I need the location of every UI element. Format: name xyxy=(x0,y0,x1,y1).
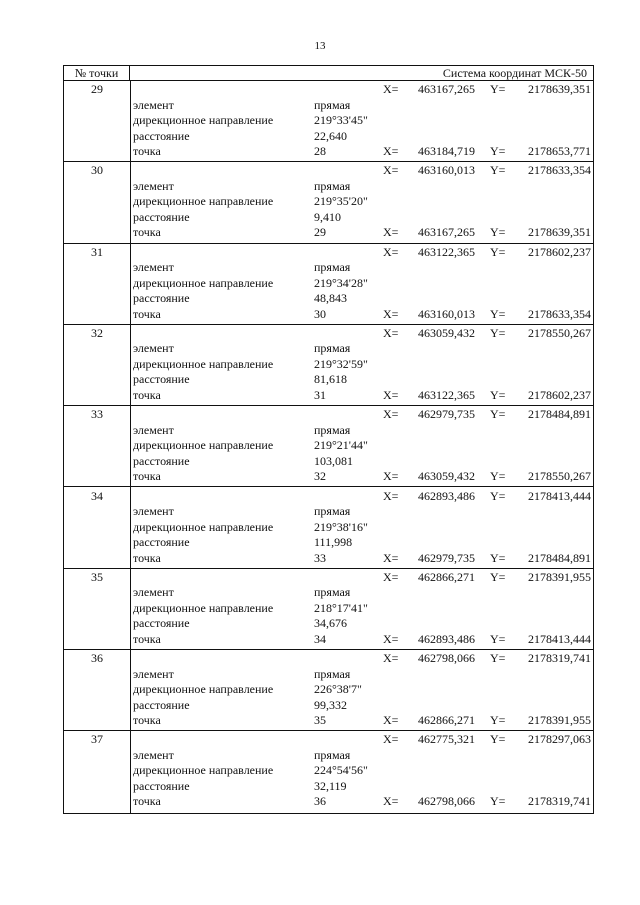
element-label: элемент xyxy=(133,178,174,193)
point-block xyxy=(64,731,593,812)
next-point-number: 31 xyxy=(314,387,326,402)
distance-row xyxy=(131,778,593,794)
y-label: Y= xyxy=(490,225,506,240)
element-value: прямая xyxy=(314,504,351,518)
direction-row xyxy=(131,356,593,372)
y-label: Y= xyxy=(490,306,506,321)
distance-label: расстояние xyxy=(133,291,190,306)
y-label: Y= xyxy=(490,794,506,809)
next-x-value: 462893,486 xyxy=(418,631,475,646)
distance-row xyxy=(131,697,593,713)
x-value: 462893,486 xyxy=(418,488,475,503)
distance-label: расстояние xyxy=(133,453,190,468)
x-label: X= xyxy=(383,163,399,178)
element-value: прямая xyxy=(314,666,351,681)
distance-label: расстояние xyxy=(133,372,190,387)
next-x-value: 463167,265 xyxy=(418,225,475,240)
distance-value: 22,640 xyxy=(314,128,347,143)
x-label: X= xyxy=(383,732,399,747)
next-y-value: 2178633,354 xyxy=(528,306,591,321)
point-label: точка xyxy=(133,387,161,402)
distance-row xyxy=(131,534,593,550)
distance-value: 111,998 xyxy=(314,535,353,549)
y-label: Y= xyxy=(490,550,506,565)
point-block xyxy=(64,650,593,731)
next-point-row xyxy=(131,143,593,159)
direction-row xyxy=(131,437,593,453)
next-y-value: 2178484,891 xyxy=(528,550,591,565)
element-value: прямая xyxy=(314,260,351,275)
distance-row xyxy=(131,371,593,387)
table-header xyxy=(64,66,593,81)
element-row xyxy=(131,340,593,356)
y-label: Y= xyxy=(490,569,506,584)
element-label: элемент xyxy=(133,747,174,762)
next-y-value: 2178602,237 xyxy=(528,387,591,402)
direction-row xyxy=(131,519,593,535)
y-label: Y= xyxy=(490,163,506,178)
point-number: 35 xyxy=(91,569,103,584)
element-value: прямая xyxy=(314,178,351,193)
element-label: элемент xyxy=(133,97,174,112)
coordinates-table xyxy=(63,65,594,814)
element-value: прямая xyxy=(314,422,351,437)
point-coordinates-row xyxy=(131,569,593,585)
direction-label: дирекционное направление xyxy=(133,438,274,453)
x-value: 463059,432 xyxy=(418,325,475,340)
next-y-value: 2178413,444 xyxy=(528,631,591,646)
element-value: прямая xyxy=(314,747,351,762)
distance-value: 48,843 xyxy=(314,291,347,306)
direction-label: дирекционное направление xyxy=(133,682,274,697)
next-x-value: 463184,719 xyxy=(418,144,475,158)
direction-value: 219°34'28" xyxy=(314,275,368,290)
page-number: 13 xyxy=(314,40,326,52)
next-point-row xyxy=(131,306,593,322)
y-value: 2178639,351 xyxy=(528,82,591,96)
direction-value: 224°54'56" xyxy=(314,763,368,778)
next-x-value: 463059,432 xyxy=(418,469,475,484)
x-label: X= xyxy=(383,469,399,484)
y-label: Y= xyxy=(490,244,506,259)
point-label: точка xyxy=(133,550,161,565)
direction-label: дирекционное направление xyxy=(133,600,274,615)
x-label: X= xyxy=(383,713,399,728)
point-coordinates-row xyxy=(131,244,593,260)
x-label: X= xyxy=(383,325,399,340)
point-block xyxy=(64,244,593,325)
x-label: X= xyxy=(383,144,399,158)
point-block xyxy=(64,488,593,569)
distance-label: расстояние xyxy=(133,697,190,712)
x-label: X= xyxy=(383,407,399,422)
y-label: Y= xyxy=(490,732,506,747)
x-label: X= xyxy=(383,631,399,646)
point-coordinates-row xyxy=(131,81,593,97)
direction-label: дирекционное направление xyxy=(133,113,274,127)
direction-value: 219°38'16" xyxy=(314,519,368,534)
point-coordinates-row xyxy=(131,731,593,747)
element-row xyxy=(131,503,593,519)
direction-value: 218°17'41" xyxy=(314,600,368,615)
distance-value: 81,618 xyxy=(314,372,347,387)
next-point-row xyxy=(131,712,593,728)
distance-value: 9,410 xyxy=(314,209,341,224)
point-label: точка xyxy=(133,631,161,646)
direction-label: дирекционное направление xyxy=(133,275,274,290)
distance-label: расстояние xyxy=(133,616,190,631)
next-point-number: 34 xyxy=(314,631,326,646)
point-coordinates-row xyxy=(131,325,593,341)
x-label: X= xyxy=(383,794,399,809)
point-number: 31 xyxy=(91,244,103,259)
point-label: точка xyxy=(133,713,161,728)
x-label: X= xyxy=(383,569,399,584)
point-block xyxy=(64,325,593,406)
x-value: 462798,066 xyxy=(418,651,475,666)
element-row xyxy=(131,422,593,438)
y-label: Y= xyxy=(490,144,506,158)
direction-value: 219°21'44" xyxy=(314,438,368,453)
x-label: X= xyxy=(383,225,399,240)
y-label: Y= xyxy=(490,631,506,646)
element-value: прямая xyxy=(314,585,351,600)
direction-value: 226°38'7" xyxy=(314,682,362,697)
next-point-number: 28 xyxy=(314,144,326,158)
distance-label: расстояние xyxy=(133,128,190,143)
element-label: элемент xyxy=(133,504,174,518)
distance-row xyxy=(131,453,593,469)
direction-label: дирекционное направление xyxy=(133,519,274,534)
x-value: 462775,321 xyxy=(418,732,475,747)
x-label: X= xyxy=(383,306,399,321)
next-point-number: 36 xyxy=(314,794,326,809)
x-label: X= xyxy=(383,82,399,96)
point-block xyxy=(64,406,593,487)
direction-value: 219°32'59" xyxy=(314,356,368,371)
element-row xyxy=(131,747,593,763)
element-label: элемент xyxy=(133,422,174,437)
distance-value: 99,332 xyxy=(314,697,347,712)
x-value: 463122,365 xyxy=(418,244,475,259)
y-label: Y= xyxy=(490,387,506,402)
coordinate-system-header: Система координат МСК-50 xyxy=(442,66,587,80)
next-y-value: 2178550,267 xyxy=(528,469,591,484)
direction-row xyxy=(131,600,593,616)
point-label: точка xyxy=(133,306,161,321)
y-label: Y= xyxy=(490,82,506,96)
point-block xyxy=(64,162,593,243)
next-point-number: 32 xyxy=(314,469,326,484)
next-point-row xyxy=(131,468,593,484)
distance-row xyxy=(131,290,593,306)
element-value: прямая xyxy=(314,97,351,112)
element-row xyxy=(131,97,593,113)
element-value: прямая xyxy=(314,341,351,356)
next-x-value: 462979,735 xyxy=(418,550,475,565)
distance-label: расстояние xyxy=(133,778,190,793)
point-coordinates-row xyxy=(131,406,593,422)
y-value: 2178602,237 xyxy=(528,244,591,259)
element-row xyxy=(131,259,593,275)
point-label: точка xyxy=(133,144,161,158)
next-y-value: 2178319,741 xyxy=(528,794,591,809)
y-label: Y= xyxy=(490,325,506,340)
x-label: X= xyxy=(383,651,399,666)
direction-label: дирекционное направление xyxy=(133,763,274,778)
next-point-row xyxy=(131,387,593,403)
distance-value: 32,119 xyxy=(314,778,347,793)
y-value: 2178391,955 xyxy=(528,569,591,584)
next-point-row xyxy=(131,793,593,809)
point-coordinates-row xyxy=(131,650,593,666)
direction-value: 219°35'20" xyxy=(314,194,368,209)
next-point-row xyxy=(131,224,593,240)
direction-row xyxy=(131,681,593,697)
next-point-number: 30 xyxy=(314,306,326,321)
point-block xyxy=(64,81,593,162)
element-label: элемент xyxy=(133,666,174,681)
x-value: 463167,265 xyxy=(418,82,475,96)
y-label: Y= xyxy=(490,488,506,503)
next-point-number: 35 xyxy=(314,713,326,728)
next-y-value: 2178653,771 xyxy=(528,144,591,158)
next-point-number: 33 xyxy=(314,550,326,565)
point-number-header: № точки xyxy=(64,66,130,80)
y-label: Y= xyxy=(490,651,506,666)
direction-label: дирекционное направление xyxy=(133,194,274,209)
point-label: точка xyxy=(133,469,161,484)
x-label: X= xyxy=(383,488,399,503)
direction-row xyxy=(131,193,593,209)
next-y-value: 2178639,351 xyxy=(528,225,591,240)
y-value: 2178319,741 xyxy=(528,651,591,666)
x-value: 462979,735 xyxy=(418,407,475,422)
x-value: 462866,271 xyxy=(418,569,475,584)
next-point-number: 29 xyxy=(314,225,326,240)
point-number: 37 xyxy=(91,732,103,747)
element-label: элемент xyxy=(133,341,174,356)
element-label: элемент xyxy=(133,260,174,275)
y-label: Y= xyxy=(490,713,506,728)
y-value: 2178413,444 xyxy=(528,488,591,503)
distance-row xyxy=(131,209,593,225)
point-number: 36 xyxy=(91,651,103,666)
next-x-value: 462798,066 xyxy=(418,794,475,809)
next-x-value: 463160,013 xyxy=(418,306,475,321)
distance-row xyxy=(131,615,593,631)
point-number: 34 xyxy=(91,488,103,503)
direction-value: 219°33'45" xyxy=(314,113,368,127)
distance-label: расстояние xyxy=(133,209,190,224)
x-label: X= xyxy=(383,244,399,259)
direction-row xyxy=(131,112,593,128)
point-label: точка xyxy=(133,225,161,240)
distance-value: 103,081 xyxy=(314,453,353,468)
point-number: 29 xyxy=(91,82,103,96)
point-coordinates-row xyxy=(131,488,593,504)
direction-row xyxy=(131,275,593,291)
y-value: 2178550,267 xyxy=(528,325,591,340)
distance-label: расстояние xyxy=(133,535,190,549)
point-coordinates-row xyxy=(131,162,593,178)
point-number: 32 xyxy=(91,325,103,340)
y-label: Y= xyxy=(490,407,506,422)
x-label: X= xyxy=(383,387,399,402)
next-y-value: 2178391,955 xyxy=(528,713,591,728)
element-row xyxy=(131,584,593,600)
x-value: 463160,013 xyxy=(418,163,475,178)
point-number: 33 xyxy=(91,407,103,422)
element-label: элемент xyxy=(133,585,174,600)
y-value: 2178297,063 xyxy=(528,732,591,747)
y-value: 2178484,891 xyxy=(528,407,591,422)
next-point-row xyxy=(131,550,593,566)
distance-row xyxy=(131,128,593,144)
distance-value: 34,676 xyxy=(314,616,347,631)
point-block xyxy=(64,569,593,650)
point-label: точка xyxy=(133,794,161,809)
y-value: 2178633,354 xyxy=(528,163,591,178)
direction-label: дирекционное направление xyxy=(133,356,274,371)
point-number: 30 xyxy=(91,163,103,178)
y-label: Y= xyxy=(490,469,506,484)
direction-row xyxy=(131,762,593,778)
next-x-value: 463122,365 xyxy=(418,387,475,402)
element-row xyxy=(131,178,593,194)
element-row xyxy=(131,666,593,682)
x-label: X= xyxy=(383,550,399,565)
next-point-row xyxy=(131,631,593,647)
next-x-value: 462866,271 xyxy=(418,713,475,728)
